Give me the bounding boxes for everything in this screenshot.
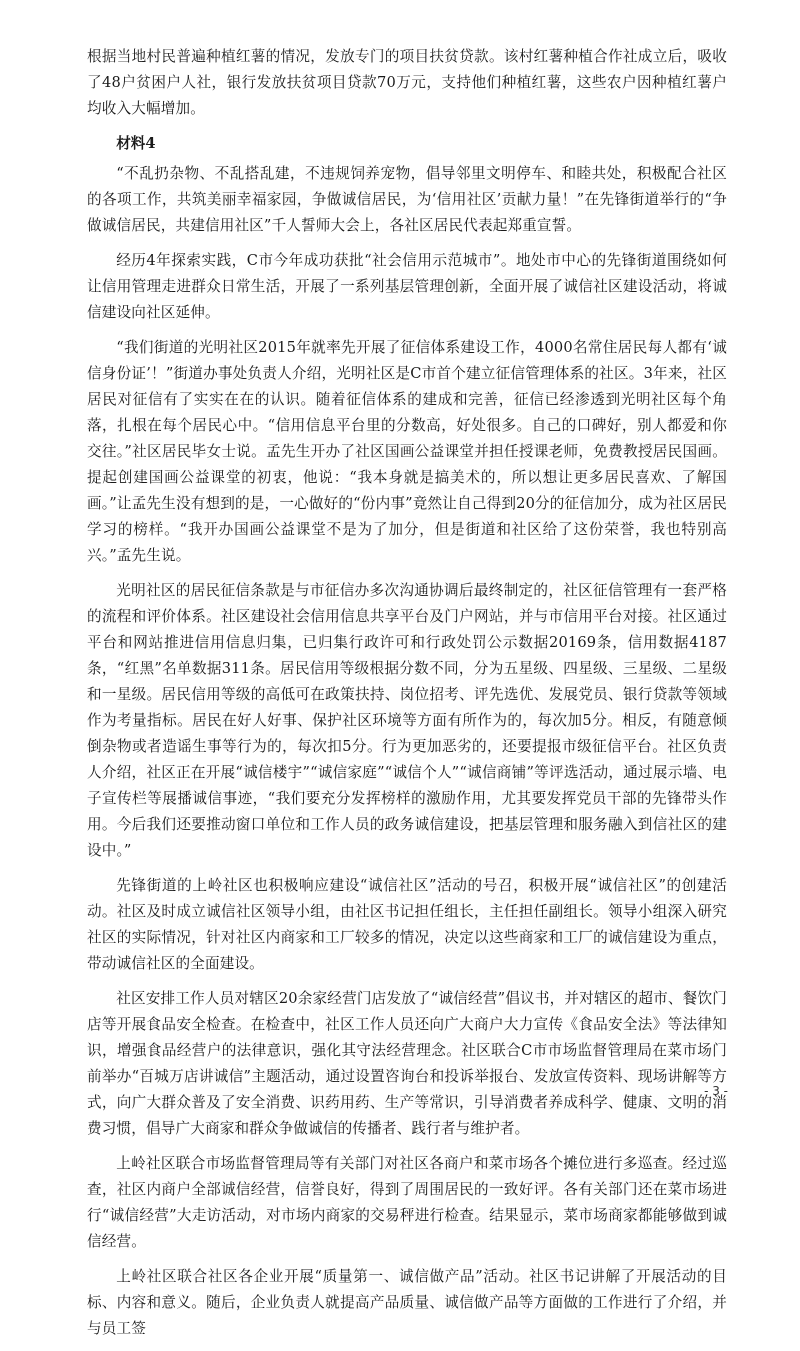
paragraph-8: 上岭社区联合社区各企业开展“质量第一、诚信做产品”活动。社区书记讲解了开展活动的目标、内容和意义。随后，企业负责人就提高产品质量、诚信做产品等方面做的工作进行了介绍，并与员工签 xyxy=(87,1268,727,1337)
page-number: - 3 - xyxy=(704,1084,728,1098)
paragraph-7: 上岭社区联合市场监督管理局等有关部门对社区各商户和菜市场各个摊位进行多巡查。经过巡查，社区内商户全部诚信经营，信誉良好，得到了周围居民的一致好评。各有关部门还在菜市场进行“诚信经营”大走访活动，对市场内商家的交易秤进行检查。结果显示，菜市场商家都能够做到诚信经营。 xyxy=(87,1155,727,1250)
paragraph-4: 光明社区的居民征信条款是与市征信办多次沟通协调后最终制定的，社区征信管理有一套严格的流程和评价体系。社区建设社会信用信息共享平台及门户网站，并与市信用平台对接。社区通过平台和网站推进信用信息归集，已归集行政许可和行政处罚公示数据20169条，信用数据4187条，“红黑”名单数据311条。居民信用等级根据分数不同，分为五星级、四星级、三星级、二星级和一星级。居民信用等级的高低可在政策扶持、岗位招考、评先选优、发展党员、银行贷款等领域作为考量指标。居民在好人好事、保护社区环境等方面有所作为的，每次加5分。相反，有随意倾倒杂物或者造谣生事等行为的，每次扣5分。行为更加恶劣的，还要提报市级征信平台。社区负责人介绍，社区正在开展“诚信楼宇”“诚信家庭”“诚信个人”“诚信商铺”等评选活动，通过展示墙、电子宣传栏等展播诚信事迹，“我们要充分发挥榜样的激励作用，尤其要发挥党员干部的先锋带头作用。今后我们还要推动窗口单位和工作人员的政务诚信建设，把基层管理和服务融入到信社区的建设中。” xyxy=(87,582,727,859)
section-heading: 材料4 xyxy=(116,135,156,152)
paragraph-intro: 根据当地村民普遍种植红薯的情况，发放专门的项目扶贫贷款。该村红薯种植合作社成立后，吸收了48户贫困户人社，银行发放扶贫项目贷款70万元，支持他们种植红薯，这些农户因种植红薯户均收入大幅增加。 xyxy=(87,48,727,117)
paragraph-3: “我们街道的光明社区2015年就率先开展了征信体系建设工作，4000名常住居民每人都有‘诚信身份证’！”街道办事处负责人介绍，光明社区是C市首个建立征信管理体系的社区。3年来，社区居民对征信有了实实在在的认识。随着征信体系的建成和完善，征信已经渗透到光明社区每个角落，扎根在每个居民心中。“信用信息平台里的分数高，好处很多。自己的口碑好，别人都爱和你交往。”社区居民毕女士说。孟先生开办了社区国画公益课堂并担任授课老师，免费教授居民国画。提起创建国画公益课堂的初衷，他说：“我本身就是搞美术的，所以想让更多居民喜欢、了解国画。”让孟先生没有想到的是，一心做好的“份内事”竟然让自己得到20分的征信加分，成为社区居民学习的榜样。“我开办国画公益课堂不是为了加分，但是街道和社区给了这份荣誉，我也特别高兴。”孟先生说。 xyxy=(87,339,727,564)
paragraph-5: 先锋街道的上岭社区也积极响应建设“诚信社区”活动的号召，积极开展“诚信社区”的创建活动。社区及时成立诚信社区领导小组，由社区书记担任组长，主任担任副组长。领导小组深入研究社区的实际情况，针对社区内商家和工厂较多的情况，决定以这些商家和工厂的诚信建设为重点，带动诚信社区的全面建设。 xyxy=(87,877,727,972)
paragraph-6: 社区安排工作人员对辖区20余家经营门店发放了“诚信经营”倡议书，并对辖区的超市、餐饮门店等开展食品安全检查。在检查中，社区工作人员还向广大商户大力宣传《食品安全法》等法律知识，增强食品经营户的法律意识，强化其守法经营理念。社区联合C市市场监督管理局在菜市场门前举办“百城万店讲诚信”主题活动，通过设置咨询台和投诉举报台、发放宣传资料、现场讲解等方式，向广大群众普及了安全消费、识药用药、生产等常识，引导消费者养成科学、健康、文明的消费习惯，倡导广大商家和群众争做诚信的传播者、践行者与维护者。 xyxy=(87,990,727,1137)
document-page xyxy=(87,44,727,1351)
paragraph-1: “不乱扔杂物、不乱搭乱建，不违规饲养宠物，倡导邻里文明停车、和睦共处，积极配合社区的各项工作，共筑美丽幸福家园，争做诚信居民，为‘信用社区’贡献力量！”在先锋街道举行的“争做诚信居民，共建信用社区”千人誓师大会上，各社区居民代表起郑重宣誓。 xyxy=(87,165,727,234)
paragraph-2: 经历4年探索实践，C市今年成功获批“社会信用示范城市”。地处市中心的先锋街道围绕如何让信用管理走进群众日常生活，开展了一系列基层管理创新，全面开展了诚信社区建设活动，将诚信建设向社区延伸。 xyxy=(87,252,727,321)
